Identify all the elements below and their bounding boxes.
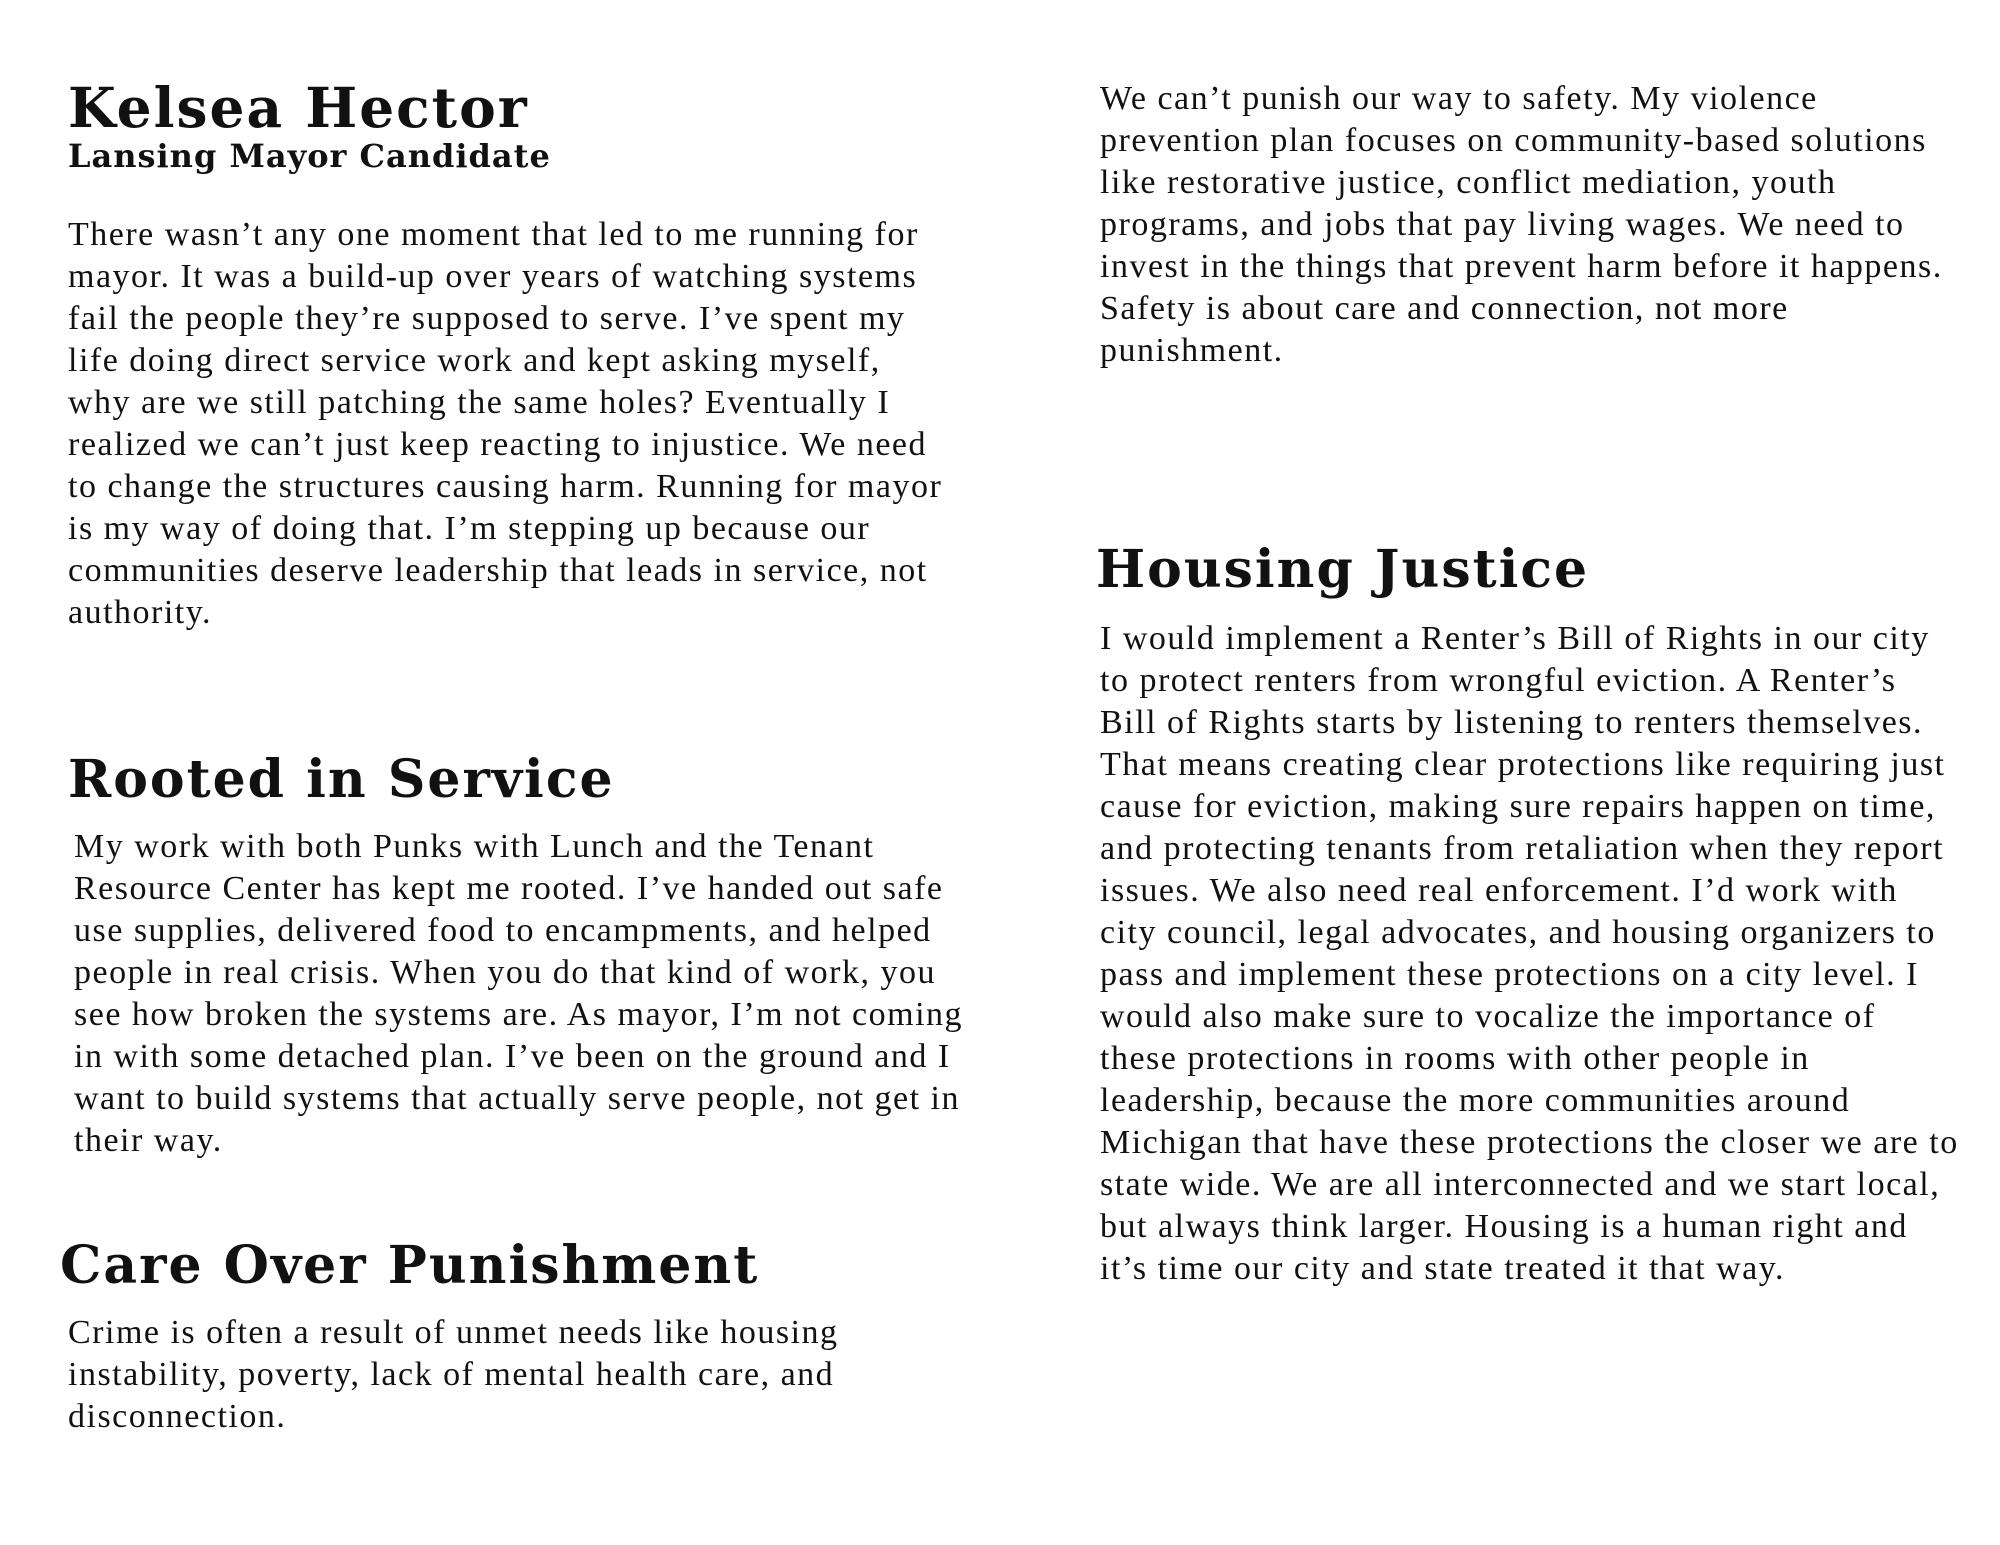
section-rooted-in-service [68,750,968,810]
care-heading: Care Over Punishment [60,1235,760,1296]
housing-heading: Housing Justice [1096,539,1590,600]
candidate-subtitle: Lansing Mayor Candidate [68,137,551,175]
care-paragraph-continued: We can’t punish our way to safety. My violence prevention plan focuses on community-based solutions like restorative justice, conflict mediation, youth programs, and jobs that pay living wages. We need to invest in the things that prevent harm before it happens. Safety is about care and connection, not more punishment. [1100,80,1943,369]
candidate-header [68,75,948,175]
section-housing-justice [1096,540,1956,600]
section-care-over-punishment [60,1236,960,1296]
intro-paragraph: There wasn’t any one moment that led to me running for mayor. It was a build-up over years of watching systems fail the people they’re supposed to serve. I’ve spent my life doing direct service work and kept asking myself, why are we still patching the same holes? Eventually I realized we can’t just keep reacting to injustice. We need to change the structures causing harm. Running for mayor is my way of doing that. I’m stepping up because our communities deserve leadership that leads in service, not authority. [68,216,943,631]
housing-paragraph: I would implement a Renter’s Bill of Rights in our city to protect renters from wrongful eviction. A Renter’s Bill of Rights starts by listening to renters themselves. That means creating clear protections like requiring just cause for eviction, making sure repairs happen on time, and protecting tenants from retaliation when they report issues. We also need real enforcement. I’d work with city council, legal advocates, and housing organizers to pass and implement these protections on a city level. I would also make sure to vocalize the importance of these protections in rooms with other people in leadership, because the more communities around Michigan that have these protections the closer we are to state wide. We are all interconnected and we start local, but always think larger. Housing is a human right and it’s time our city and state treated it that way. [1100,620,1959,1287]
care-paragraph: Crime is often a result of unmet needs like housing instability, poverty, lack of mental health care, and disconnection. [68,1314,839,1435]
candidate-name: Kelsea Hector [68,75,529,140]
rooted-paragraph: My work with both Punks with Lunch and the Tenant Resource Center has kept me rooted. I’ve handed out safe use supplies, delivered food to encampments, and helped people in real crisis. When you do that kind of work, you see how broken the systems are. As mayor, I’m not coming in with some detached plan. I’ve been on the ground and I want to build systems that actually serve people, not get in their way. [74,828,964,1159]
rooted-heading: Rooted in Service [68,749,615,810]
